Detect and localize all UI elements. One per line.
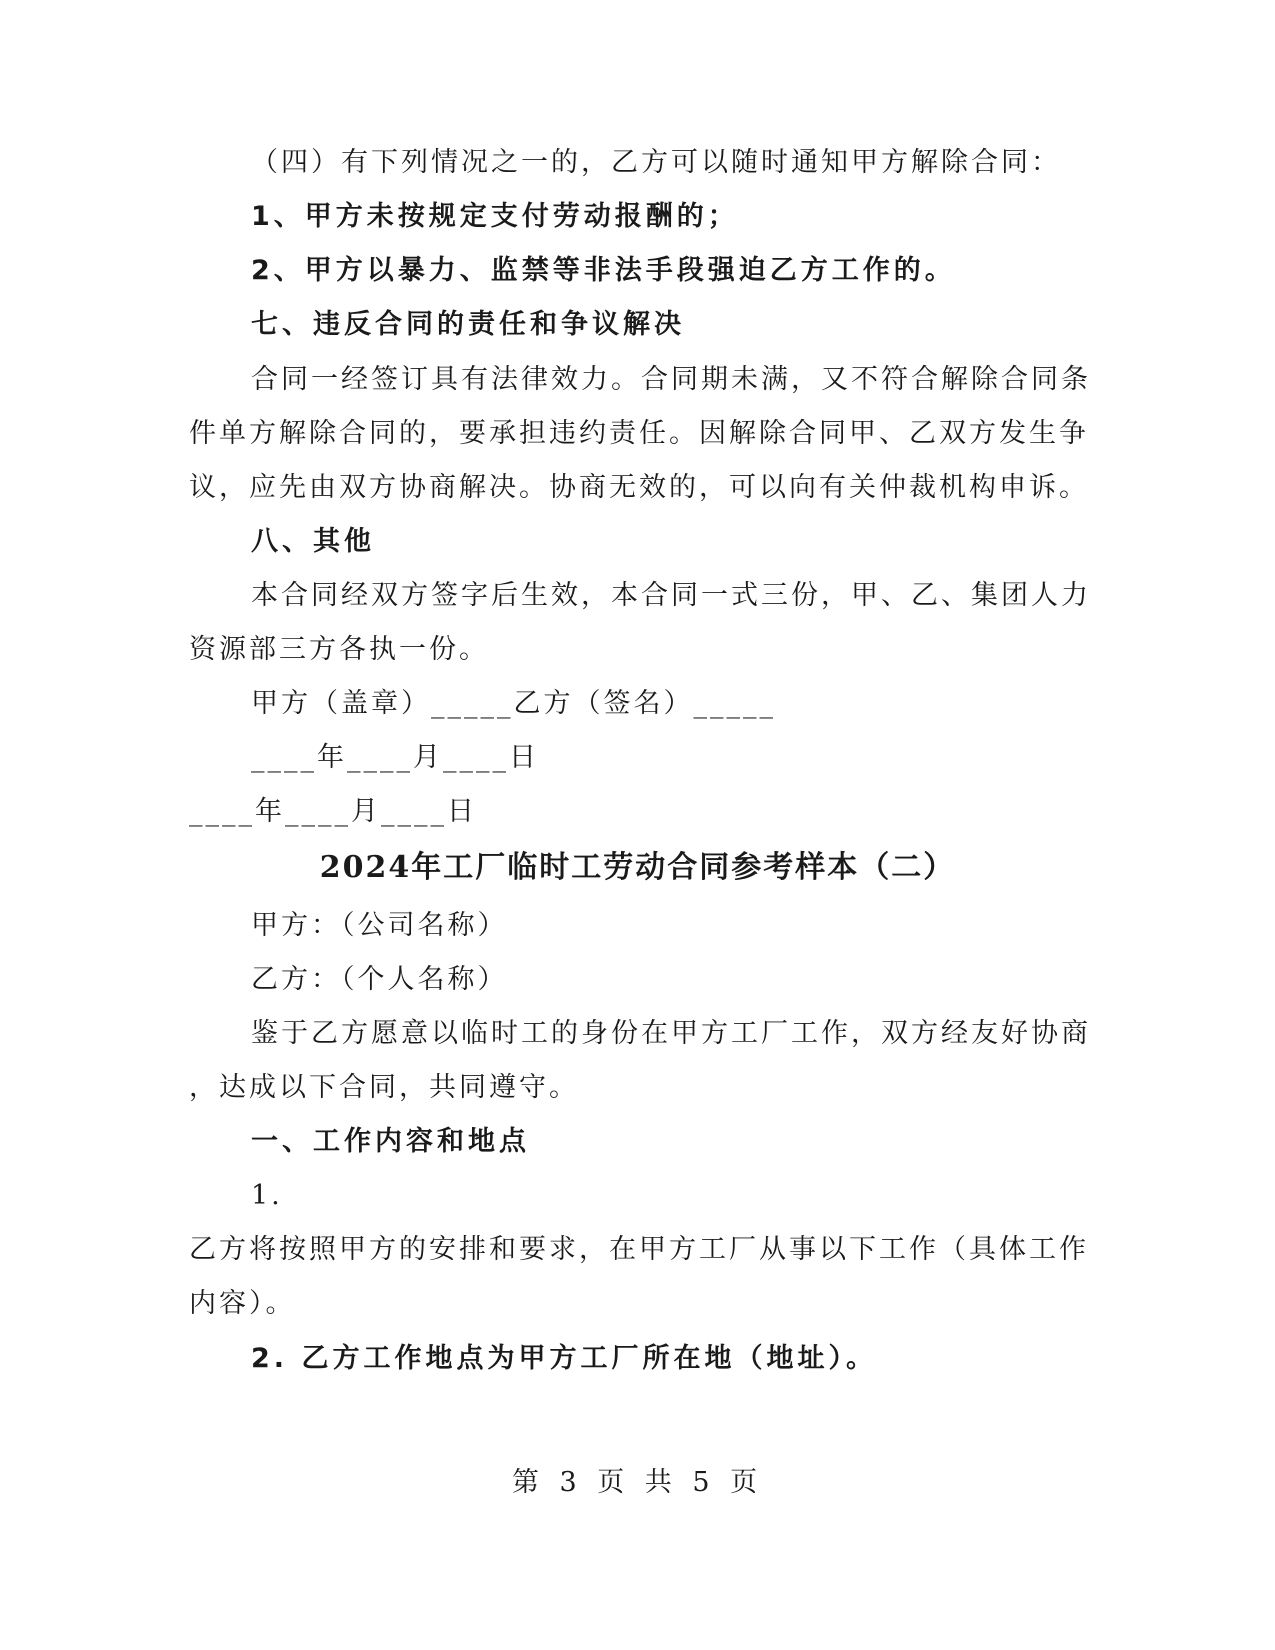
clause-4-heading: （四）有下列情况之一的，乙方可以随时通知甲方解除合同： — [251, 147, 1061, 178]
section-8-heading: 八、其他 — [251, 526, 375, 557]
document-title: 2024年工厂临时工劳动合同参考样本（二） — [319, 850, 956, 885]
section-1-item-1-number: 1. — [251, 1180, 283, 1211]
section-1-item-1-line-1: 乙方将按照甲方的安排和要求，在甲方工厂从事以下工作（具体工作 — [189, 1234, 1089, 1265]
section-7-paragraph-line-2: 件单方解除合同的，要承担违约责任。因解除合同甲、乙双方发生争 — [189, 418, 1089, 449]
date-line-indented: ____年____月____日 — [251, 742, 539, 773]
section-1-item-1-line-2: 内容）。 — [189, 1288, 296, 1319]
section-1-heading: 一、工作内容和地点 — [251, 1126, 530, 1157]
date-line: ____年____月____日 — [189, 796, 477, 827]
section-7-heading: 七、违反合同的责任和争议解决 — [251, 309, 685, 340]
clause-4-item-2: 2、甲方以暴力、监禁等非法手段强迫乙方工作的。 — [251, 255, 956, 286]
party-a-line: 甲方：（公司名称） — [251, 910, 508, 941]
party-b-line: 乙方：（个人名称） — [251, 964, 508, 995]
section-8-paragraph-line-1: 本合同经双方签字后生效，本合同一式三份，甲、乙、集团人力 — [251, 580, 1091, 611]
section-7-paragraph-line-1: 合同一经签订具有法律效力。合同期未满，又不符合解除合同条 — [251, 364, 1091, 395]
section-8-paragraph-line-2: 资源部三方各执一份。 — [189, 634, 489, 665]
page-number: 第 3 页 共 5 页 — [511, 1467, 764, 1498]
clause-4-item-1: 1、甲方未按规定支付劳动报酬的； — [251, 201, 739, 232]
preamble-line-1: 鉴于乙方愿意以临时工的身份在甲方工厂工作，双方经友好协商 — [251, 1018, 1091, 1049]
section-7-paragraph-line-3: 议，应先由双方协商解决。协商无效的，可以向有关仲裁机构申诉。 — [189, 472, 1089, 503]
signature-line: 甲方（盖章）_____乙方（签名）_____ — [251, 688, 776, 719]
preamble-line-2: ，达成以下合同，共同遵守。 — [189, 1072, 579, 1103]
section-1-item-2: 2. 乙方工作地点为甲方工厂所在地（地址）。 — [251, 1343, 877, 1374]
